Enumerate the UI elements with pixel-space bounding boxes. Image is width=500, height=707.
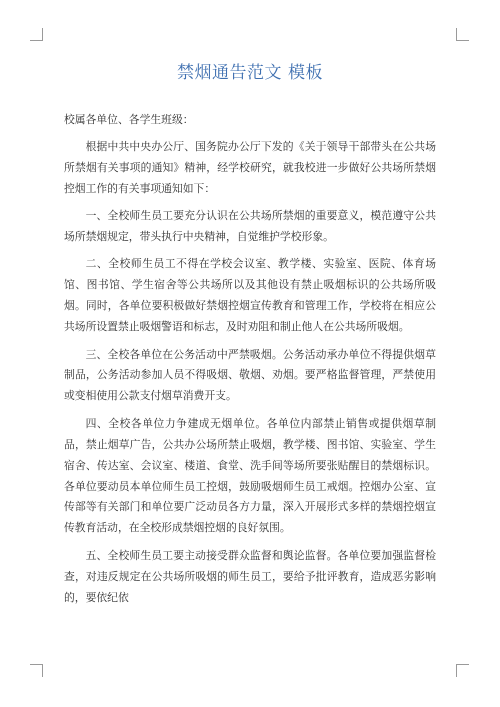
salutation: 校属各单位、各学生班级：	[64, 113, 194, 126]
paragraph-intro: 根据中共中央办公厅、国务院办公厅下发的《关于领导干部带头在公共场所禁烟有关事项的通知》精神，经学校研究，就我校进一步做好公共场所禁烟控烟工作的有关事项通知如下：	[64, 139, 436, 195]
document-title: 禁烟通告范文 模板	[177, 63, 323, 83]
paragraph-item-5: 五、全校师生员工要主动接受群众监督和舆论监督。各单位要加强监督检查，对违反规定在公共场所吸烟的师生员工，要给予批评教育，造成恶劣影响的，要依纪依	[64, 548, 436, 604]
document-body	[64, 110, 436, 608]
paragraph-item-4: 四、全校各单位力争建成无烟单位。各单位内部禁止销售或提供烟草制品，禁止烟草广告，公共办公场所禁止吸烟，教学楼、图书馆、实验室、学生宿舍、传达室、会议室、楼道、食堂、洗手间等场所要张贴醒目的禁烟标识。各单位要动员本单位师生员工控烟，鼓励吸烟师生员工戒烟。控烟办公室、宣传部等有关部门和单位要广泛动员各方力量，深入开展形式多样的禁烟控烟宣传教育活动，在全校形成禁烟控烟的良好氛围。	[64, 416, 436, 535]
corner-mark-top-right	[456, 28, 469, 41]
paragraph-item-3: 三、全校各单位在公务活动中严禁吸烟。公务活动承办单位不得提供烟草制品，公务活动参加人员不得吸烟、敬烟、劝烟。要严格监督管理，严禁使用或变相使用公款支付烟草消费开支。	[64, 347, 436, 403]
paragraph-item-2: 二、全校师生员工不得在学校会议室、教学楼、实验室、医院、体育场馆、图书馆、学生宿舍等公共场所以及其他设有禁止吸烟标识的公共场所吸烟。同时，各单位要积极做好禁烟控烟宣传教育和管理工作，学校将在相应公共场所设置禁止吸烟警语和标志，及时劝阻和制止他人在公共场所吸烟。	[64, 257, 436, 334]
corner-mark-top-left	[30, 28, 43, 41]
corner-mark-bottom-left	[30, 664, 43, 677]
paragraph-item-1: 一、全校师生员工要充分认识在公共场所禁烟的重要意义，模范遵守公共场所禁烟规定，带头执行中央精神，自觉维护学校形象。	[64, 209, 436, 244]
corner-mark-bottom-right	[456, 664, 469, 677]
